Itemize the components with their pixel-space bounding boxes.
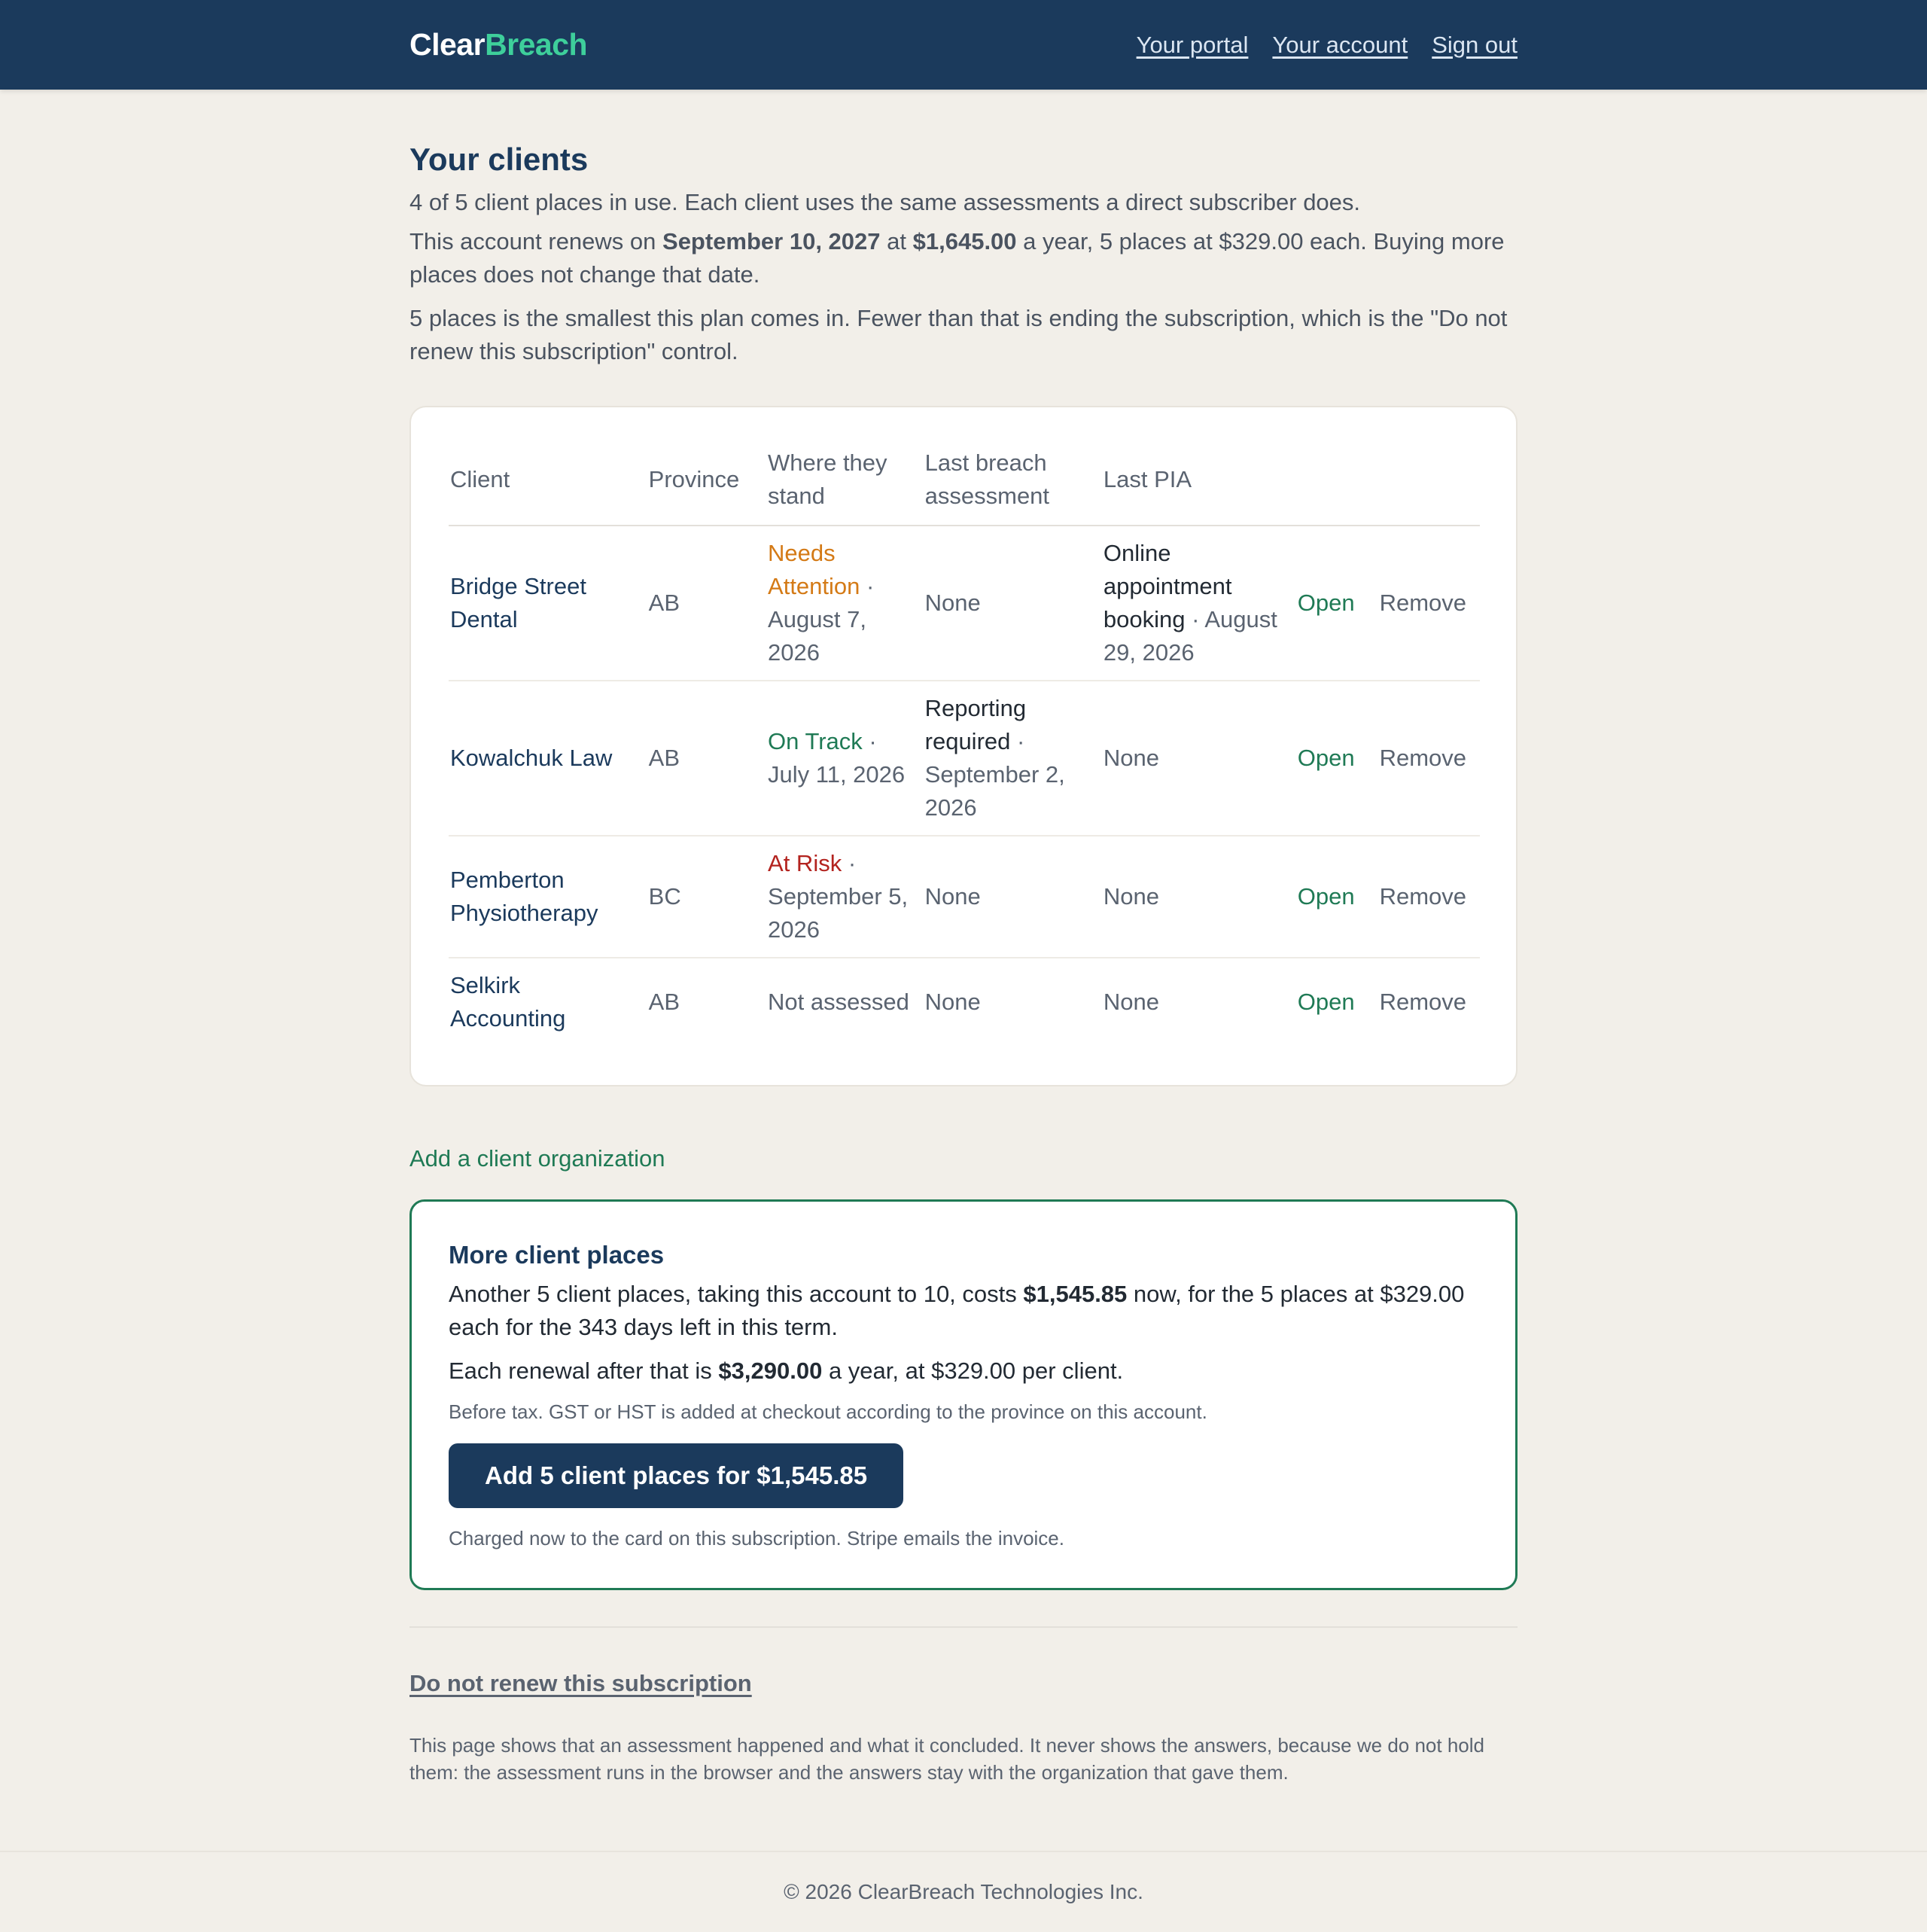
- tax-note: Before tax. GST or HST is added at checkout according to the province on this account.: [449, 1400, 1207, 1424]
- main-content: [409, 141, 1518, 1786]
- nav-your-portal[interactable]: Your portal: [1136, 31, 1249, 58]
- pia-title: None: [1103, 883, 1159, 910]
- remove-client-link[interactable]: Remove: [1379, 989, 1466, 1016]
- cost-prefix: Another 5 client places, taking this account to 10, costs: [449, 1281, 1024, 1308]
- open-client-link[interactable]: Open: [1297, 883, 1355, 910]
- clients-table: [449, 440, 1480, 1046]
- client-status: [766, 681, 924, 836]
- status-date: · August 7, 2026: [768, 573, 875, 666]
- brand-part-breach: Breach: [485, 27, 588, 62]
- open-client-link[interactable]: Open: [1297, 590, 1355, 617]
- breach-result: None: [924, 989, 981, 1016]
- table-header-row: [449, 440, 1480, 526]
- add-places-button[interactable]: Add 5 client places for $1,545.85: [449, 1443, 903, 1508]
- status-date: · September 5, 2026: [768, 850, 909, 943]
- footer: [0, 1851, 1927, 1932]
- breach-result: None: [924, 590, 981, 617]
- client-status: [766, 526, 924, 681]
- client-status: [766, 836, 924, 958]
- footer-copyright: © 2026 ClearBreach Technologies Inc.: [784, 1880, 1143, 1903]
- minimum-places-text: 5 places is the smallest this plan comes in. Fewer than that is ending the subscription, which is the "Do not renew this subscription" control.: [409, 305, 1508, 365]
- client-last-pia: [1102, 958, 1296, 1046]
- top-bar: [0, 0, 1927, 90]
- header-province: Province: [648, 466, 740, 493]
- pia-title: Online appointment booking: [1103, 540, 1232, 633]
- more-places-heading: More client places: [449, 1241, 665, 1269]
- status-label: On Track: [768, 728, 863, 755]
- client-last-breach: [924, 681, 1102, 836]
- status-date: Not assessed: [768, 989, 909, 1016]
- client-name: Pemberton Physiotherapy: [450, 867, 598, 927]
- renewal-text: [409, 225, 1518, 291]
- nav-your-account[interactable]: Your account: [1272, 31, 1408, 58]
- table-row: [449, 681, 1480, 836]
- header-last-breach-assessment: Last breach assessment: [924, 449, 1050, 510]
- client-province: AB: [648, 989, 680, 1016]
- table-row: [449, 526, 1480, 681]
- client-status: [766, 958, 924, 1046]
- client-last-breach: [924, 526, 1102, 681]
- brand-part-clear: Clear: [409, 27, 486, 62]
- renewal-after-amount: $3,290.00: [718, 1358, 823, 1385]
- privacy-note: This page shows that an assessment happened and what it concluded. It never shows the answers, because we do not hold them: the assessment runs in the browser and the answers stay with the organization that gave them.: [409, 1734, 1484, 1784]
- client-name: Bridge Street Dental: [450, 573, 586, 633]
- client-last-breach: [924, 836, 1102, 958]
- page-title: Your clients: [409, 142, 589, 177]
- breach-result: Reporting required: [924, 695, 1027, 755]
- client-name: Kowalchuk Law: [450, 745, 613, 772]
- top-nav: [1137, 32, 1518, 59]
- do-not-renew-link[interactable]: Do not renew this subscription: [409, 1670, 752, 1697]
- status-label: At Risk: [768, 850, 842, 877]
- client-name: Selkirk Accounting: [450, 972, 566, 1032]
- client-province: AB: [648, 745, 680, 772]
- table-row: [449, 958, 1480, 1046]
- client-province: AB: [648, 590, 680, 617]
- renewal-prefix: This account renews on: [409, 228, 663, 255]
- header-last-pia: Last PIA: [1103, 466, 1192, 493]
- renewal-after-prefix: Each renewal after that is: [449, 1358, 719, 1385]
- renewal-after-suffix: a year, at $329.00 per client.: [822, 1358, 1124, 1385]
- clients-table-card: [409, 406, 1518, 1086]
- breach-result: None: [924, 883, 981, 910]
- renewal-mid: at: [880, 228, 913, 255]
- section-divider: [409, 1626, 1518, 1628]
- open-client-link[interactable]: Open: [1297, 989, 1355, 1016]
- client-last-breach: [924, 958, 1102, 1046]
- cost-amount: $1,545.85: [1023, 1281, 1128, 1308]
- brand-logo[interactable]: [409, 27, 587, 62]
- charge-note: Charged now to the card on this subscription. Stripe emails the invoice.: [449, 1527, 1064, 1550]
- client-last-pia: [1102, 836, 1296, 958]
- pia-title: None: [1103, 745, 1159, 772]
- remove-client-link[interactable]: Remove: [1379, 883, 1466, 910]
- open-client-link[interactable]: Open: [1297, 745, 1355, 772]
- pia-title: None: [1103, 989, 1159, 1016]
- header-open: [1296, 440, 1378, 526]
- status-label: Needs Attention: [768, 540, 860, 600]
- places-usage-text: 4 of 5 client places in use. Each client uses the same assessments a direct subscriber does.: [409, 189, 1361, 216]
- more-places-panel: [409, 1199, 1518, 1590]
- renewal-date: September 10, 2027: [662, 228, 881, 255]
- nav-sign-out[interactable]: Sign out: [1432, 31, 1518, 58]
- header-client: Client: [450, 466, 510, 493]
- cost-suffix: now, for the 5 places at $329.00 each for the 343 days left in this term.: [449, 1281, 1465, 1341]
- table-row: [449, 836, 1480, 958]
- header-remove: [1378, 440, 1480, 526]
- client-last-pia: [1102, 681, 1296, 836]
- remove-client-link[interactable]: Remove: [1379, 590, 1466, 617]
- more-places-cost-text: [449, 1278, 1478, 1344]
- breach-date: · September 2, 2026: [924, 728, 1065, 821]
- renewal-amount: $1,645.00: [912, 228, 1017, 255]
- renewal-suffix: a year, 5 places at $329.00 each. Buying more places does not change that date.: [409, 228, 1505, 288]
- more-places-renewal-text: [449, 1355, 1478, 1388]
- client-last-pia: [1102, 526, 1296, 681]
- status-date: · July 11, 2026: [768, 728, 906, 788]
- header-where-they-stand: Where they stand: [768, 449, 887, 510]
- add-client-link[interactable]: Add a client organization: [409, 1145, 665, 1172]
- pia-date: · August 29, 2026: [1103, 606, 1277, 666]
- client-province: BC: [648, 883, 681, 910]
- remove-client-link[interactable]: Remove: [1379, 745, 1466, 772]
